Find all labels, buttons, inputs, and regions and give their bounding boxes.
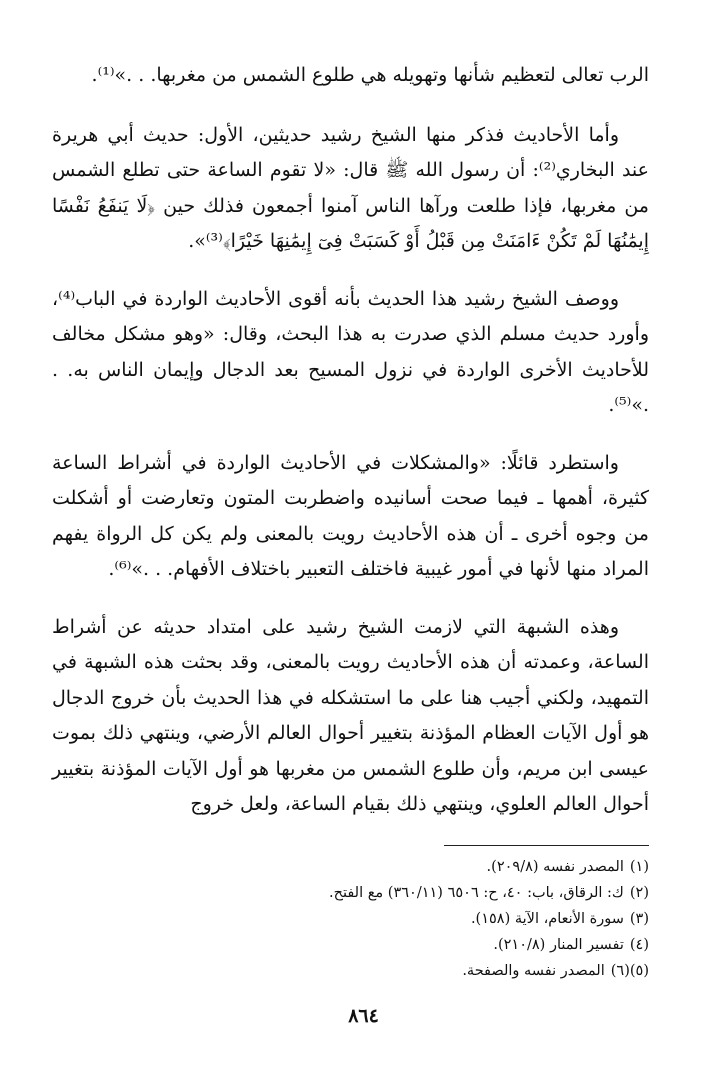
footnote-text: تفسير المنار (٢١٠/٨). — [493, 936, 624, 953]
paragraph-3: ووصف الشيخ رشيد هذا الحديث بأنه أقوى الأحاديث الواردة في الباب⁽⁴⁾، وأورد حديث مسلم الذي صدرت به هذا البحث، وقال: «وهو مشكل مخالف للأحاديث الأخرى الواردة في نزول المسيح بعد الدجال وإيمان الناس به. . .»⁽⁵⁾. — [52, 287, 649, 416]
footnote-5-6 — [52, 958, 649, 984]
paragraph-5: وهذه الشبهة التي لازمت الشيخ رشيد على امتداد حديثه عن أشراط الساعة، وعمدته أن هذه الأحاديث رويت بالمعنى، وقد بحثت هذه الشبهة في التمهيد، ولكني أجيب هنا على ما استشكله في هذا الحديث بأن خروج الدجال هو أول الآيات العظام المؤذنة بتغيير أحوال العالم الأرضي، وينتهي ذلك بموت عيسى ابن مريم، وأن طلوع الشمس من مغربها هو أول الآيات المؤذنة بتغيير أحوال العالم العلوي، وينتهي ذلك بقيام الساعة، ولعل خروج — [52, 615, 649, 815]
footnote-text: سورة الأنعام، الآية (١٥٨). — [470, 910, 624, 927]
footnotes-list — [52, 854, 649, 984]
footnote-number: (٢) — [629, 884, 649, 901]
footnote-number: (١) — [629, 858, 649, 875]
footnote-1 — [52, 854, 649, 880]
paragraph-1: الرب تعالى لتعظيم شأنها وتهويله هي طلوع الشمس من مغربها. . .»⁽¹⁾. — [91, 64, 649, 86]
paragraph-2: وأما الأحاديث فذكر منها الشيخ رشيد حديثين، الأول: حديث أبي هريرة عند البخاري⁽²⁾: أن رسول الله ﷺ قال: «لا تقوم الساعة حتى تطلع الشمس من مغربها، فإذا طلعت ورآها الناس آمنوا أجمعون فذلك حين ﴿لَا يَنفَعُ نَفْسًا إِيمَٰنُهَا لَمْ تَكُنْ ءَامَنَتْ مِن قَبْلُ أَوْ كَسَبَتْ فِىٓ إِيمَٰنِهَا خَيْرًا﴾⁽³⁾». — [52, 123, 649, 252]
footnote-text: المصدر نفسه (٢٠٩/٨). — [486, 858, 624, 875]
footnote-number: (٣) — [629, 910, 649, 927]
footnote-4 — [52, 932, 649, 958]
page-body — [52, 58, 649, 1038]
footnote-text: ك: الرقاق، باب: ٤٠، ح: ٦٥٠٦ (٣٦٠/١١) مع الفتح. — [328, 884, 624, 901]
footnote-text: المصدر نفسه والصفحة. — [462, 962, 605, 979]
footnote-3 — [52, 906, 649, 932]
footnote-2 — [52, 880, 649, 906]
footnote-number: (٥)(٦) — [610, 962, 649, 979]
footnotes-divider — [444, 845, 649, 846]
page-number: ٨٦٤ — [348, 1005, 379, 1027]
paragraph-4: واستطرد قائلًا: «والمشكلات في الأحاديث الواردة في أشراط الساعة كثيرة، أهمها ـ فيما صحت أسانيده واضطربت المتون وتعارضت أو أشكلت من وجوه أخرى ـ أن هذه الأحاديث رويت بالمعنى ولم يكن كل الرواة يفهم المراد منها لأنها في أمور غيبية فاختلف التعبير باختلاف الأفهام. . .»⁽⁶⁾. — [52, 451, 649, 580]
footnote-number: (٤) — [629, 936, 649, 953]
